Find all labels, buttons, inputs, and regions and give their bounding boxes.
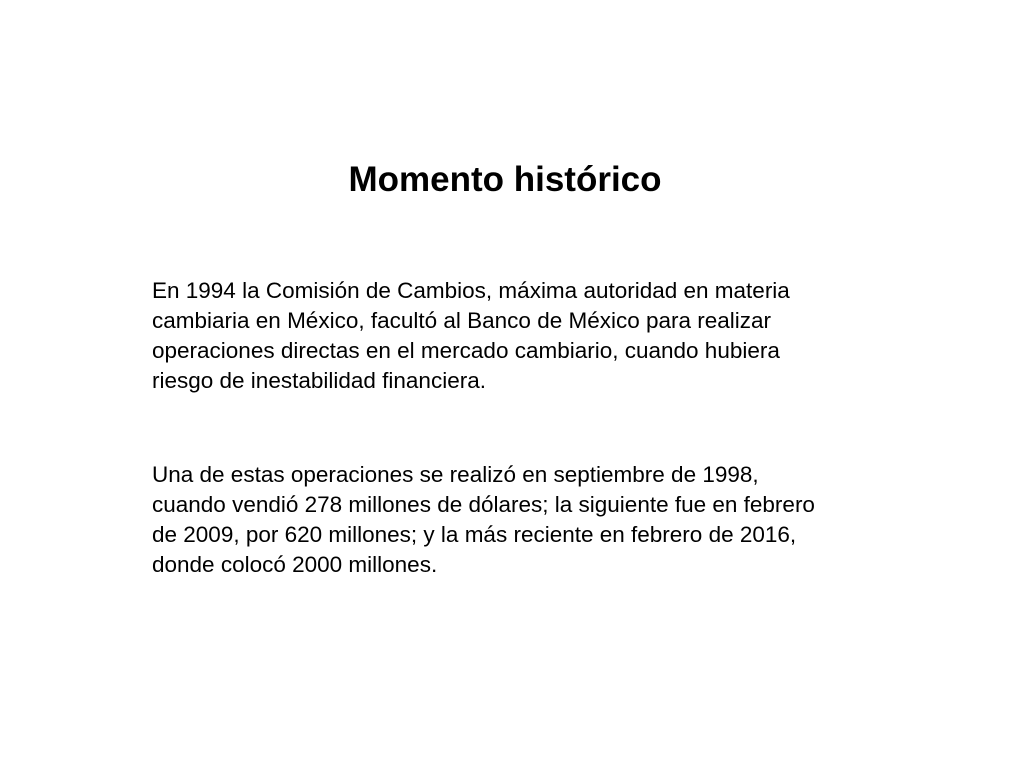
paragraph-line: En 1994 la Comisión de Cambios, máxima autoridad en materia <box>152 278 790 303</box>
paragraph-2 <box>152 460 872 580</box>
paragraph-line: de 2009, por 620 millones; y la más reciente en febrero de 2016, <box>152 522 797 547</box>
slide-title: Momento histórico <box>348 160 662 199</box>
paragraph-line: cambiaria en México, facultó al Banco de México para realizar <box>152 308 772 333</box>
paragraph-line: donde colocó 2000 millones. <box>152 552 438 577</box>
paragraph-line: riesgo de inestabilidad financiera. <box>152 368 486 393</box>
paragraph-line: Una de estas operaciones se realizó en septiembre de 1998, <box>152 462 759 487</box>
paragraph-1 <box>152 276 872 396</box>
paragraph-line: operaciones directas en el mercado cambiario, cuando hubiera <box>152 338 780 363</box>
paragraph-line: cuando vendió 278 millones de dólares; la siguiente fue en febrero <box>152 492 815 517</box>
